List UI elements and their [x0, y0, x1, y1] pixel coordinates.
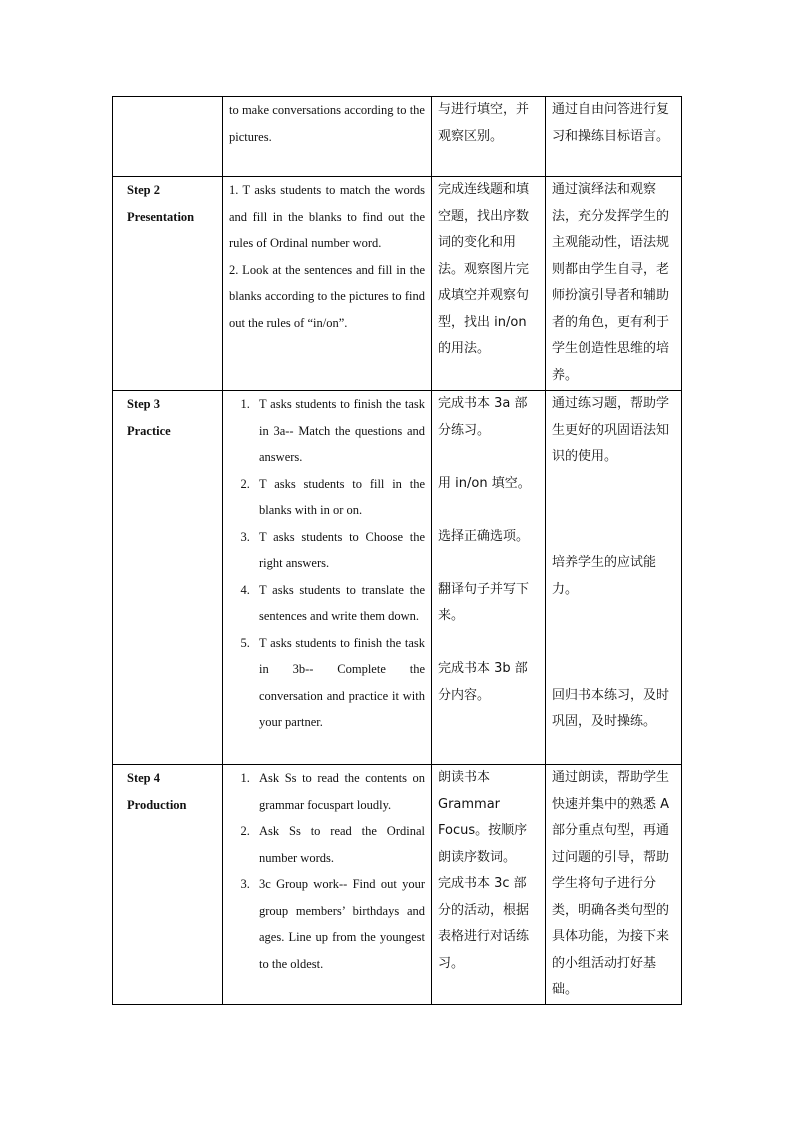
table-row — [113, 97, 682, 177]
intent-text: 培养学生的应试能力。 — [552, 555, 657, 597]
student-cell — [432, 765, 546, 1005]
activity-text: 2. Look at the sentences and fill in the blanks according to the pictures to find out the rules of “in/on”. — [229, 262, 425, 330]
step-cell — [113, 765, 223, 1005]
activity-cell — [223, 97, 432, 177]
step-number: Step 4 — [127, 771, 160, 785]
activity-cell — [223, 765, 432, 1005]
student-text: 完成书本 3c 部分的活动，根据表格进行对话练习。 — [438, 876, 530, 971]
list-item: 1. T asks students to finish the task in 3a-- Match the questions and answers. — [253, 391, 425, 471]
list-item: 2. T asks students to fill in the blanks with in or on. — [253, 471, 425, 524]
table-row — [113, 765, 682, 1005]
activity-text: to make conversations according to the pictures. — [229, 103, 425, 144]
intent-text: 通过演绎法和观察法，充分发挥学生的主观能动性，语法规则都由学生自寻，老师扮演引导者和辅助者的角色，更有利于学生创造性思维的培养。 — [552, 182, 670, 383]
student-text: 完成连线题和填空题，找出序数词的变化和用法。观察图片完成填空并观察句型，找出 in/on 的用法。 — [438, 182, 530, 356]
step-cell — [113, 177, 223, 391]
student-cell — [432, 391, 546, 765]
intent-text: 通过练习题，帮助学生更好的巩固语法知识的使用。 — [552, 396, 670, 464]
student-text: 完成书本 3b 部分内容。 — [438, 661, 528, 703]
intent-cell — [546, 177, 682, 391]
step-number: Step 2 — [127, 183, 160, 197]
step-stage: Presentation — [127, 209, 195, 224]
list-item: 2. Ask Ss to read the Ordinal number words. — [253, 818, 425, 871]
intent-cell — [546, 391, 682, 765]
step-stage: Production — [127, 797, 187, 812]
activity-list — [229, 391, 425, 736]
student-text: 用 in/on 填空。 — [438, 475, 531, 491]
intent-cell — [546, 97, 682, 177]
student-text: 选择正确选项。 — [438, 528, 530, 544]
table-row — [113, 177, 682, 391]
activity-text: 1. T asks students to match the words and fill in the blanks to find out the rules of Ordinal number word. — [229, 183, 425, 250]
intent-text: 通过朗读，帮助学生快速并集中的熟悉 A 部分重点句型，再通过问题的引导，帮助学生将句子进行分类，明确各类句型的具体功能，为接下来的小组活动打好基础。 — [552, 770, 670, 997]
list-item: 1. Ask Ss to read the contents on grammar focuspart loudly. — [253, 765, 425, 818]
step-number: Step 3 — [127, 397, 160, 411]
list-item: 3. T asks students to Choose the right answers. — [253, 524, 425, 577]
student-cell — [432, 97, 546, 177]
student-text: 翻译句子并写下来。 — [438, 581, 530, 623]
activity-cell — [223, 391, 432, 765]
list-item: 4. T asks students to translate the sentences and write them down. — [253, 577, 425, 630]
step-cell — [113, 391, 223, 765]
table-row — [113, 391, 682, 765]
student-text: 完成书本 3a 部分练习。 — [438, 396, 528, 438]
step-stage: Practice — [127, 423, 171, 438]
intent-cell — [546, 765, 682, 1005]
intent-text: 回归书本练习，及时巩固，及时操练。 — [552, 687, 670, 729]
list-item: 3. 3c Group work-- Find out your group members’ birthdays and ages. Line up from the youngest to the oldest. — [253, 871, 425, 977]
student-cell — [432, 177, 546, 391]
lesson-plan-table — [112, 96, 682, 1005]
student-text: 与进行填空，并观察区别。 — [438, 102, 530, 144]
step-cell — [113, 97, 223, 177]
activity-cell — [223, 177, 432, 391]
intent-text: 通过自由问答进行复习和操练目标语言。 — [552, 102, 670, 144]
student-text: 朗读书本 Grammar Focus。按顺序朗读序数词。 — [438, 770, 528, 865]
activity-list — [229, 765, 425, 977]
list-item: 5. T asks students to finish the task in 3b-- Complete the conversation and practice it with your partner. — [253, 630, 425, 736]
